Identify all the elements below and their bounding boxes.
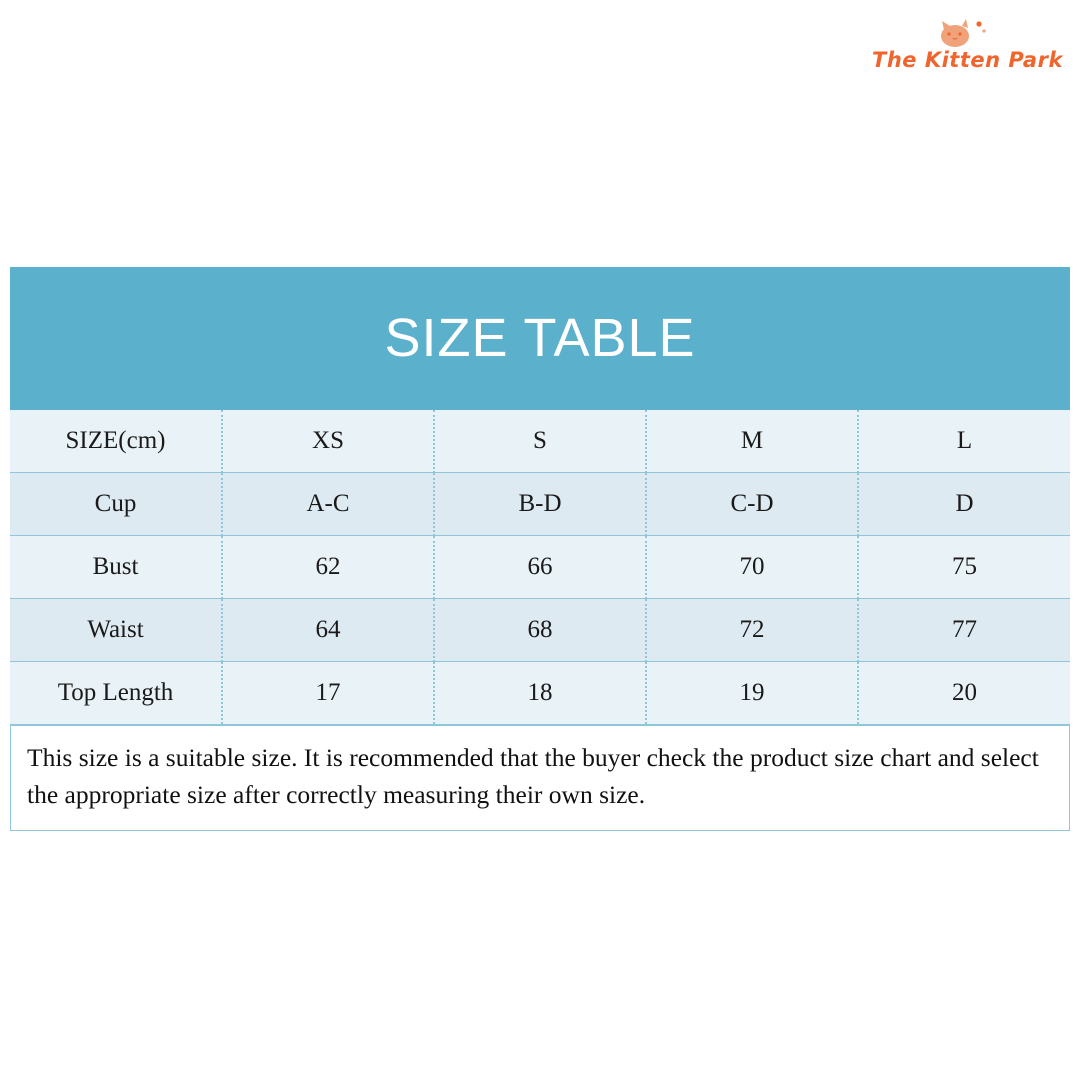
cell-top-length-l: 20 — [858, 662, 1070, 725]
table-row — [10, 473, 1070, 536]
cell-top-length-m: 19 — [646, 662, 858, 725]
cell-cup-xs: A-C — [222, 473, 434, 536]
column-header-s: S — [434, 410, 646, 473]
table-row — [10, 536, 1070, 599]
table-row-header — [10, 410, 1070, 473]
cell-bust-l: 75 — [858, 536, 1070, 599]
row-label-cup: Cup — [10, 473, 222, 536]
cell-bust-xs: 62 — [222, 536, 434, 599]
cell-waist-l: 77 — [858, 599, 1070, 662]
cell-cup-s: B-D — [434, 473, 646, 536]
cell-top-length-xs: 17 — [222, 662, 434, 725]
row-label-waist: Waist — [10, 599, 222, 662]
row-label-top-length: Top Length — [10, 662, 222, 725]
size-table — [10, 410, 1070, 724]
cell-top-length-s: 18 — [434, 662, 646, 725]
cell-waist-m: 72 — [646, 599, 858, 662]
size-table-title: SIZE TABLE — [10, 267, 1070, 410]
kitten-icon — [936, 18, 988, 48]
cell-waist-xs: 64 — [222, 599, 434, 662]
column-header-l: L — [858, 410, 1070, 473]
column-header-size: SIZE(cm) — [10, 410, 222, 473]
table-row — [10, 662, 1070, 725]
column-header-xs: XS — [222, 410, 434, 473]
column-header-m: M — [646, 410, 858, 473]
table-row — [10, 599, 1070, 662]
cell-waist-s: 68 — [434, 599, 646, 662]
cell-bust-m: 70 — [646, 536, 858, 599]
cell-cup-l: D — [858, 473, 1070, 536]
size-table-card — [10, 267, 1070, 831]
brand-logo — [872, 18, 1063, 72]
cell-bust-s: 66 — [434, 536, 646, 599]
cell-cup-m: C-D — [646, 473, 858, 536]
brand-name: The Kitten Park — [872, 48, 1063, 72]
row-label-bust: Bust — [10, 536, 222, 599]
size-note: This size is a suitable size. It is recommended that the buyer check the product size chart and select the appropriate size after correctly measuring their own size. — [10, 724, 1070, 831]
